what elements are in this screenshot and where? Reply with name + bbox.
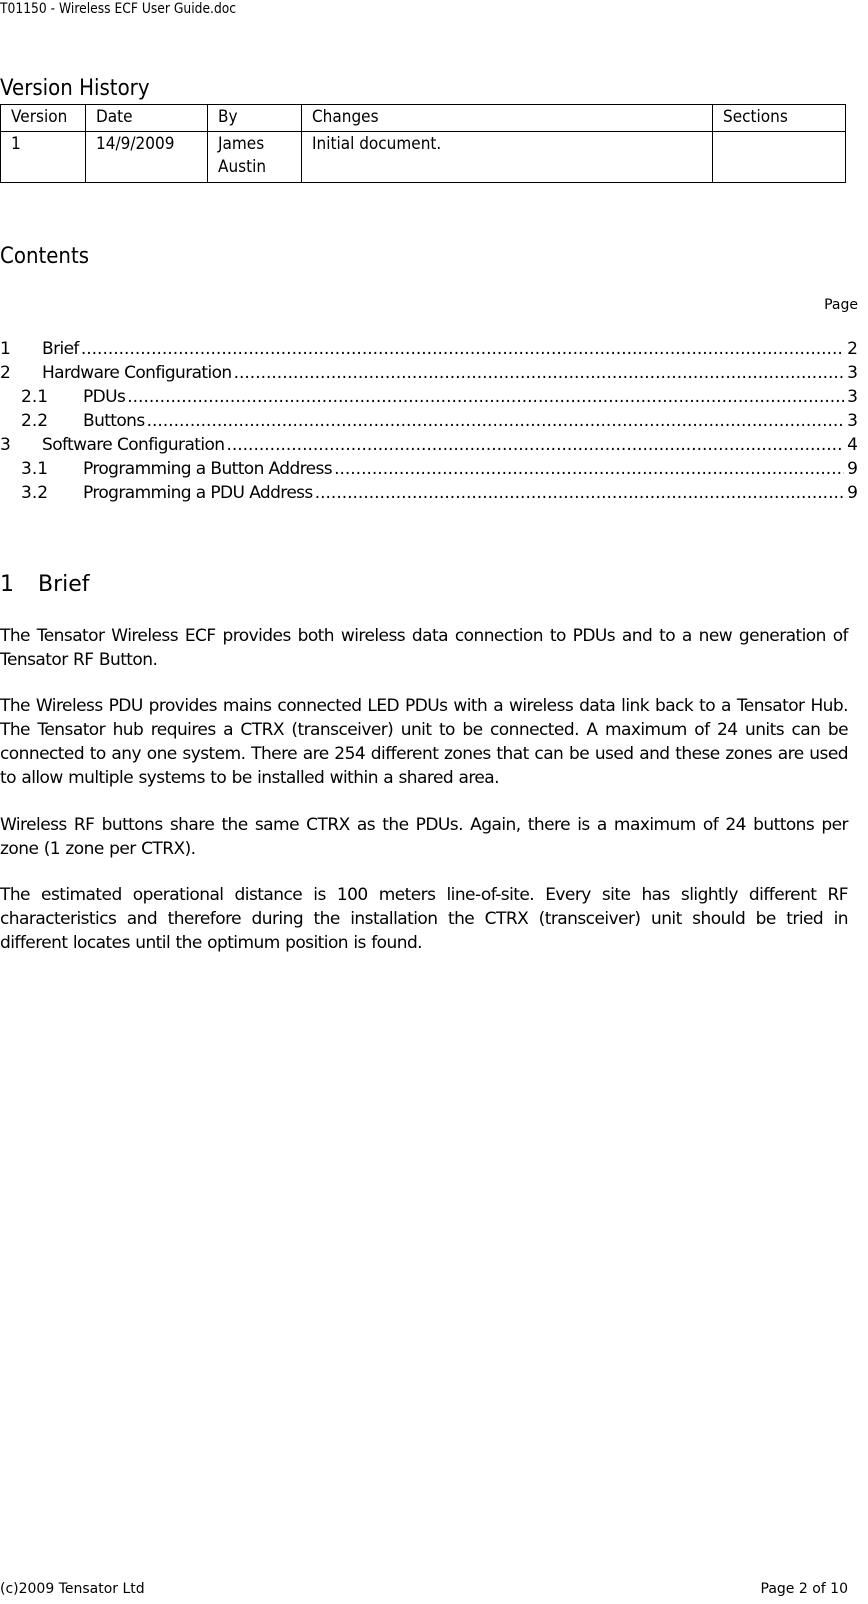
version-history-table <box>0 104 846 183</box>
table-header-row <box>1 105 846 132</box>
toc-entry-number: 2 <box>0 363 11 383</box>
toc-entry-page: 4 <box>847 435 858 455</box>
toc-entry-page: 3 <box>847 387 858 407</box>
toc-entry-brief[interactable] <box>0 337 858 361</box>
column-header-version: Version <box>1 105 86 132</box>
cell-date: 14/9/2009 <box>86 132 208 183</box>
toc-entry-page: 2 <box>847 339 858 359</box>
toc-entry-number: 2.1 <box>21 387 49 407</box>
toc-entry-title: Hardware Configuration <box>42 363 232 383</box>
footer-page-number: Page 2 of 10 <box>760 1581 848 1597</box>
toc-entry-title: Software Configuration <box>42 435 225 455</box>
brief-section-heading <box>0 572 90 598</box>
toc-dot-leader <box>81 337 844 361</box>
table-row <box>1 132 846 183</box>
brief-section-number: 1 <box>0 572 14 597</box>
column-header-changes: Changes <box>301 105 713 132</box>
toc-entry-buttons[interactable] <box>0 409 858 433</box>
toc-entry-software-configuration[interactable] <box>0 433 858 457</box>
toc-dot-leader <box>315 481 844 505</box>
toc-entry-page: 3 <box>847 411 858 431</box>
brief-paragraph: The estimated operational distance is 100 meters line-of-site. Every site has slightly different RF characteristics and therefore during the installation the CTRX (transceiver) unit should be tried in different locates until the optimum position is found. <box>0 885 848 953</box>
contents-title: Contents <box>0 244 90 269</box>
footer-copyright: (c)2009 Tensator Ltd <box>0 1581 145 1597</box>
toc-entry-title: Buttons <box>83 411 145 431</box>
toc-entry-programming-button-address[interactable] <box>0 457 858 481</box>
toc-entry-number: 3.1 <box>21 459 49 479</box>
toc-entry-number: 3 <box>0 435 11 455</box>
column-header-date: Date <box>86 105 208 132</box>
version-history-title: Version History <box>0 76 150 101</box>
column-header-by: By <box>207 105 301 132</box>
toc-dot-leader <box>147 409 844 433</box>
toc-dot-leader <box>234 361 844 385</box>
column-header-sections: Sections <box>713 105 846 132</box>
toc-entry-programming-pdu-address[interactable] <box>0 481 858 505</box>
toc-entry-title: PDUs <box>83 387 126 407</box>
toc-entry-title: Programming a Button Address <box>83 459 333 479</box>
toc-entry-title: Programming a PDU Address <box>83 483 313 503</box>
toc-entry-hardware-configuration[interactable] <box>0 361 858 385</box>
cell-sections <box>713 132 846 183</box>
toc-entry-pdus[interactable] <box>0 385 858 409</box>
toc-dot-leader <box>127 385 844 409</box>
toc-entry-page: 9 <box>847 459 858 479</box>
cell-by-last-name: Austin <box>217 157 266 177</box>
cell-changes: Initial document. <box>301 132 713 183</box>
toc-entry-number: 2.2 <box>21 411 49 431</box>
brief-section-title: Brief <box>38 572 90 597</box>
cell-version: 1 <box>1 132 86 183</box>
table-of-contents <box>0 337 858 505</box>
toc-entry-number: 1 <box>0 339 11 359</box>
toc-dot-leader <box>334 457 844 481</box>
toc-page-column-label: Page <box>824 297 858 313</box>
cell-by-first-name: James <box>217 134 264 154</box>
brief-paragraph: Wireless RF buttons share the same CTRX as the PDUs. Again, there is a maximum of 24 buttons per zone (1 zone per CTRX). <box>0 815 848 859</box>
brief-paragraph: The Wireless PDU provides mains connected LED PDUs with a wireless data link back to a Tensator Hub. The Tensator hub requires a CTRX (transceiver) unit to be connected. A maximum of 24 units can be connected to any one system. There are 254 different zones that can be used and these zones are used to allow multiple systems to be installed within a shared area. <box>0 696 848 788</box>
brief-paragraph: The Tensator Wireless ECF provides both wireless data connection to PDUs and to a new generation of Tensator RF Button. <box>0 626 848 670</box>
toc-entry-number: 3.2 <box>21 483 49 503</box>
toc-entry-page: 3 <box>847 363 858 383</box>
toc-dot-leader <box>226 433 844 457</box>
cell-by <box>207 132 301 183</box>
toc-entry-page: 9 <box>847 483 858 503</box>
toc-entry-title: Brief <box>42 339 79 359</box>
document-header: T01150 - Wireless ECF User Guide.doc <box>0 1 237 17</box>
